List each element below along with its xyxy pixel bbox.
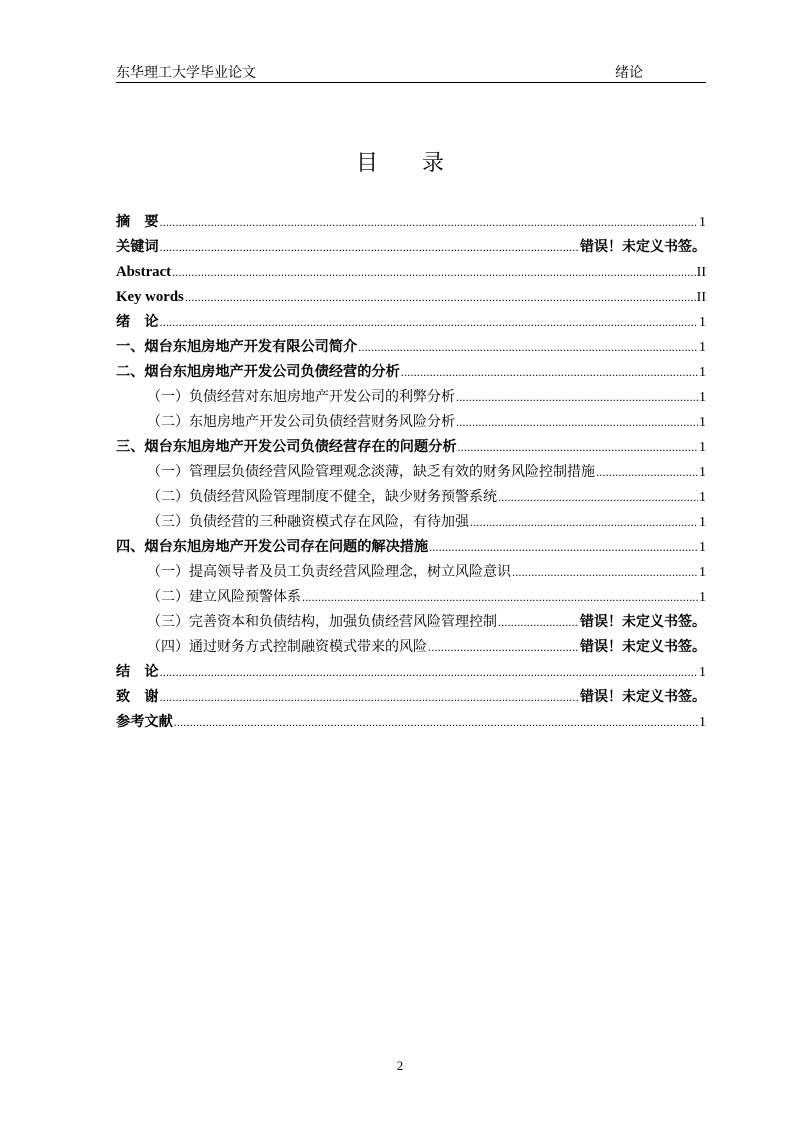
toc-entry[interactable] [116, 485, 706, 510]
toc-entry[interactable] [116, 460, 706, 485]
toc-dot-leader [470, 510, 698, 535]
toc-entry[interactable] [116, 385, 706, 410]
toc-entry-label: （一）负债经营对东旭房地产开发公司的利弊分析 [147, 389, 455, 405]
toc-dot-leader [456, 385, 698, 410]
toc-entry[interactable] [116, 685, 706, 710]
toc-dot-leader [512, 560, 698, 585]
toc-entry-label: （二）东旭房地产开发公司负债经营财务风险分析 [147, 414, 455, 430]
toc-entry-page: II [696, 265, 706, 280]
toc-entry-page: 1 [699, 440, 706, 455]
toc-entry-label: 三、烟台东旭房地产开发公司负债经营存在的问题分析 [116, 439, 457, 455]
toc-dot-leader [172, 260, 696, 285]
toc-entry[interactable] [116, 535, 706, 560]
toc-dot-leader [596, 460, 698, 485]
toc-entry-label: （三）负债经营的三种融资模式存在风险，有待加强 [147, 514, 469, 530]
toc-entry[interactable] [116, 235, 706, 260]
toc-dot-leader [174, 710, 698, 735]
toc-entry-label: Abstract [116, 264, 172, 280]
toc-entry-page: 1 [699, 365, 706, 380]
toc-entry-label: 二、烟台东旭房地产开发公司负债经营的分析 [116, 364, 400, 380]
toc-entry-page: 1 [699, 340, 706, 355]
toc-entry-page: 1 [699, 540, 706, 555]
toc-entry-page: 1 [699, 515, 706, 530]
toc-entry-label: 绪 论 [116, 314, 159, 330]
toc-title: 目录 [355, 151, 488, 176]
toc-entry-page: II [696, 290, 706, 305]
toc-entry-page: 1 [699, 465, 706, 480]
toc-entry-page: 错误！未定义书签。 [580, 614, 706, 630]
toc-entry[interactable] [116, 410, 706, 435]
toc-dot-leader [401, 360, 698, 385]
toc-entry[interactable] [116, 635, 706, 660]
toc-entry-label: 关键词 [116, 239, 159, 255]
toc-dot-leader [302, 585, 698, 610]
toc-dot-leader [185, 285, 696, 310]
toc-entry-page: 错误！未定义书签。 [580, 239, 706, 255]
toc-entry-label: （一）提高领导者及员工负责经营风险理念，树立风险意识 [147, 564, 511, 580]
toc-dot-leader [498, 485, 698, 510]
toc-entry-label: Key words [116, 289, 184, 305]
toc-entry[interactable] [116, 560, 706, 585]
toc-dot-leader [456, 410, 698, 435]
toc-entry[interactable] [116, 610, 706, 635]
toc-entry[interactable] [116, 660, 706, 685]
toc-dot-leader [160, 235, 579, 260]
toc-entry-page: 1 [699, 415, 706, 430]
toc-entry-page: 1 [699, 665, 706, 680]
toc-entry-label: （一）管理层负债经营风险管理观念淡薄，缺乏有效的财务风险控制措施 [147, 464, 595, 480]
toc-dot-leader [160, 660, 698, 685]
toc-dot-leader [358, 335, 698, 360]
header-thesis-name: 东华理工大学毕业论文 [116, 65, 256, 81]
toc-entry-label: （三）完善资本和负债结构，加强负债经营风险管理控制 [147, 614, 497, 630]
toc-entry-page: 1 [699, 315, 706, 330]
toc-entry-label: （二）建立风险预警体系 [147, 589, 301, 605]
toc-entry-page: 1 [699, 715, 706, 730]
toc-dot-leader [498, 610, 579, 635]
toc-entry-page: 1 [699, 390, 706, 405]
toc-entry[interactable] [116, 260, 706, 285]
toc-entry-page: 1 [699, 565, 706, 580]
header-section-name: 绪论 [615, 65, 643, 81]
toc-entry-page: 1 [699, 590, 706, 605]
toc-entry[interactable] [116, 310, 706, 335]
toc-entry[interactable] [116, 285, 706, 310]
toc-entry[interactable] [116, 335, 706, 360]
toc-entry[interactable] [116, 585, 706, 610]
toc-dot-leader [160, 210, 698, 235]
toc-entry[interactable] [116, 710, 706, 735]
toc-dot-leader [160, 310, 698, 335]
toc-entry[interactable] [116, 210, 706, 235]
toc-dot-leader [429, 535, 698, 560]
table-of-contents [116, 210, 706, 735]
toc-entry-label: 致 谢 [116, 689, 159, 705]
toc-entry-label: 一、烟台东旭房地产开发有限公司简介 [116, 339, 358, 355]
toc-entry-page: 错误！未定义书签。 [580, 689, 706, 705]
toc-entry-page: 1 [699, 215, 706, 230]
toc-entry-label: （二）负债经营风险管理制度不健全，缺少财务预警系统 [147, 489, 497, 505]
toc-entry-page: 1 [699, 490, 706, 505]
page-header [116, 60, 706, 83]
page-number: 2 [396, 1058, 404, 1073]
toc-entry[interactable] [116, 435, 706, 460]
toc-entry[interactable] [116, 510, 706, 535]
toc-dot-leader [428, 635, 579, 660]
toc-entry-page: 错误！未定义书签。 [580, 639, 706, 655]
toc-entry-label: 四、烟台东旭房地产开发公司存在问题的解决措施 [116, 539, 429, 555]
toc-entry[interactable] [116, 360, 706, 385]
toc-dot-leader [458, 435, 698, 460]
toc-dot-leader [160, 685, 579, 710]
toc-entry-label: 参考文献 [116, 714, 173, 730]
toc-entry-label: 结 论 [116, 664, 159, 680]
toc-entry-label: 摘 要 [116, 214, 159, 230]
toc-entry-label: （四）通过财务方式控制融资模式带来的风险 [147, 639, 427, 655]
